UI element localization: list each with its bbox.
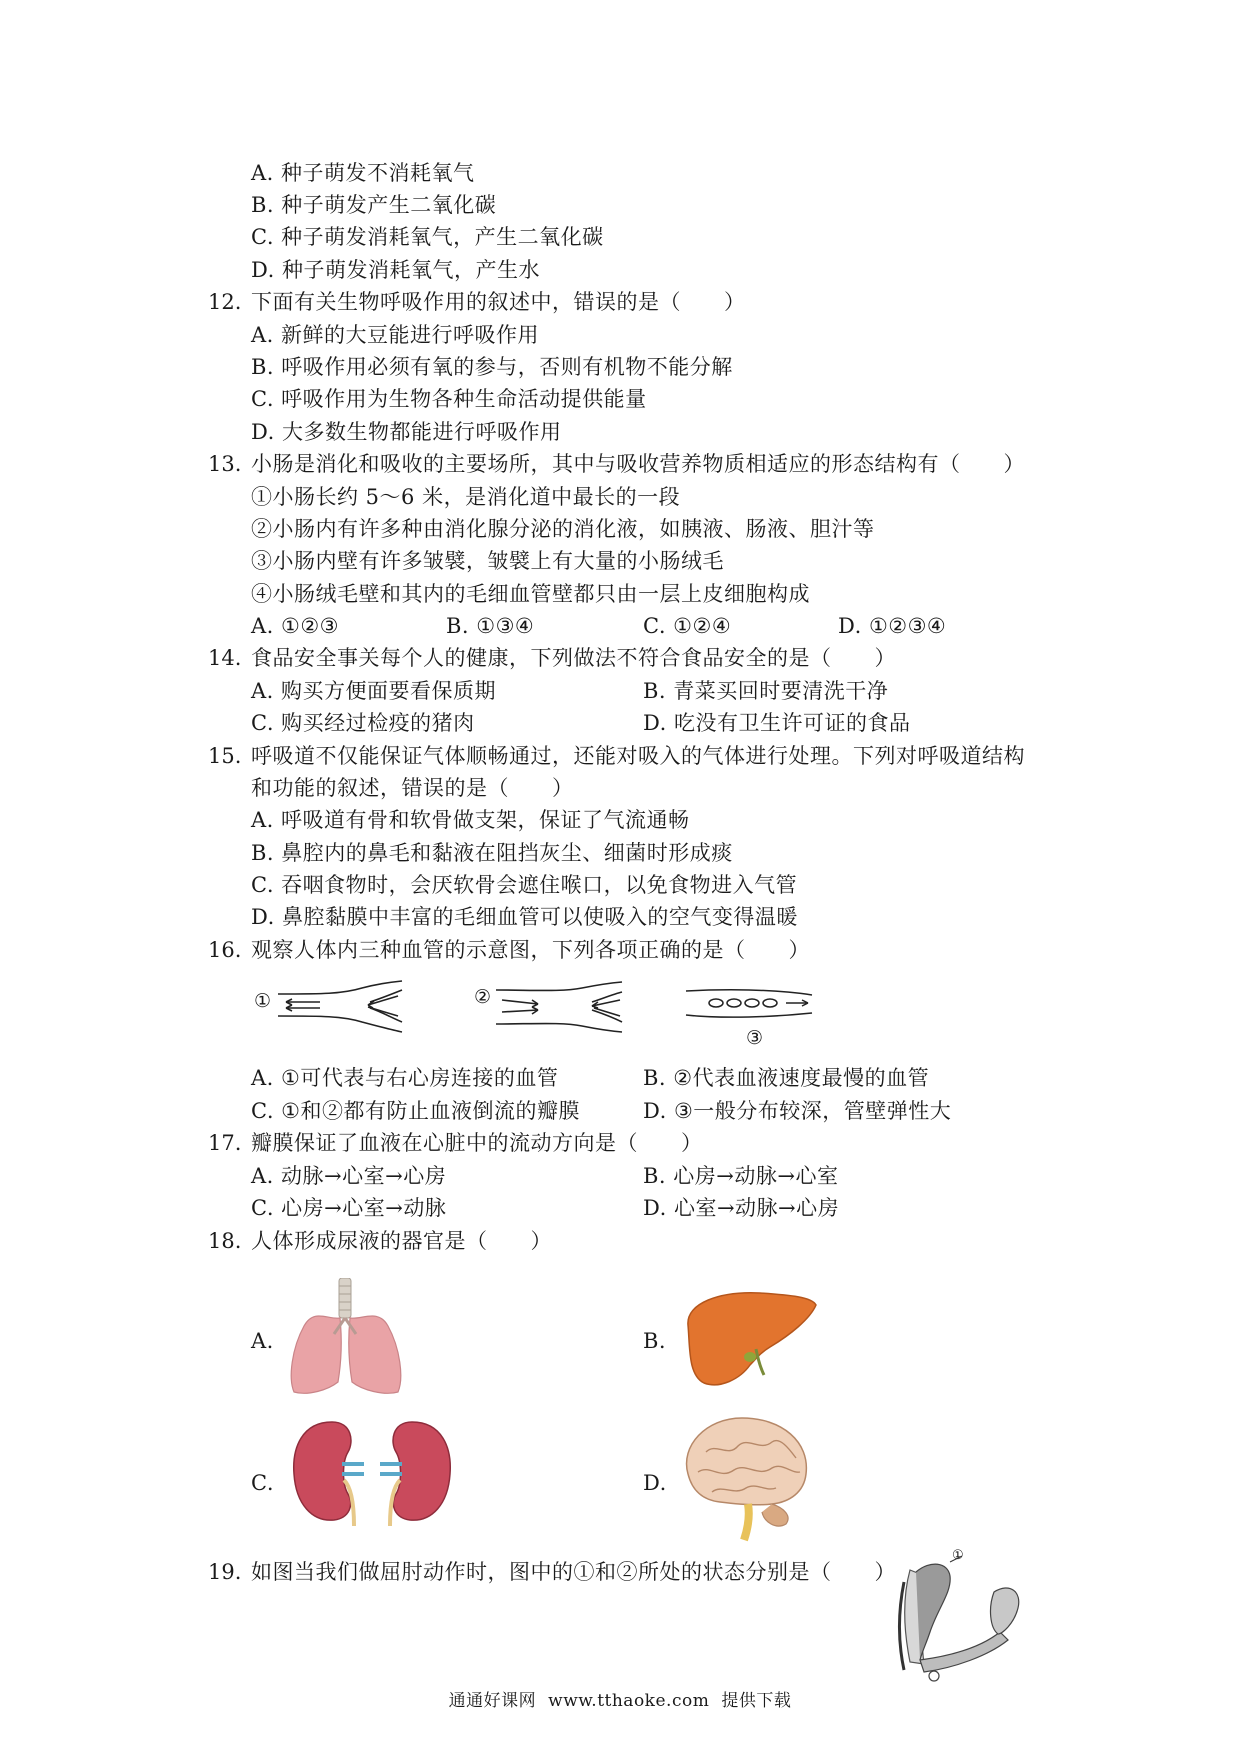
q17-number: 17. [208, 1131, 242, 1155]
q16-option-d: D. ③一般分布较深，管壁弹性大 [643, 1099, 952, 1123]
q13-statement-3: ③小肠内壁有许多皱襞，皱襞上有大量的小肠绒毛 [251, 549, 724, 573]
kidneys-image [292, 1418, 452, 1528]
q14-stem: 食品安全事关每个人的健康，下列做法不符合食品安全的是（ ） [251, 646, 896, 670]
q17-option-b: B. 心房→动脉→心室 [643, 1164, 839, 1188]
q16-number: 16. [208, 938, 242, 962]
q12-stem: 下面有关生物呼吸作用的叙述中，错误的是（ ） [251, 290, 746, 314]
q15-option-c: C. 吞咽食物时，会厌软骨会遮住喉口，以免食物进入气管 [251, 873, 798, 897]
vessel-2-label: ② [474, 986, 492, 1008]
q14-number: 14. [208, 646, 242, 670]
q13-statement-4: ④小肠绒毛壁和其内的毛细血管壁都只由一层上皮细胞构成 [251, 582, 810, 606]
arm-label-1: ① [952, 1548, 964, 1563]
q12-option-d: D. 大多数生物都能进行呼吸作用 [251, 420, 562, 444]
q19-number: 19. [208, 1560, 242, 1584]
q15-option-b: B. 鼻腔内的鼻毛和黏液在阻挡灰尘、细菌时形成痰 [251, 841, 733, 865]
q16-option-c: C. ①和②都有防止血液倒流的瓣膜 [251, 1099, 580, 1123]
vessel-3-label: ③ [746, 1027, 764, 1049]
q15-stem: 呼吸道不仅能保证气体顺畅通过，还能对吸入的气体进行处理。下列对呼吸道结构 [251, 744, 1025, 768]
q12-option-c: C. 呼吸作用为生物各种生命活动提供能量 [251, 387, 647, 411]
q18-stem: 人体形成尿液的器官是（ ） [251, 1229, 552, 1253]
q13-statement-1: ①小肠长约 5～6 米，是消化道中最长的一段 [251, 485, 681, 509]
page-footer [0, 1686, 1240, 1711]
q13-option-a: A. ①②③ [251, 614, 339, 638]
q17-option-a: A. 动脉→心室→心房 [251, 1164, 447, 1188]
q16-option-b: B. ②代表血液速度最慢的血管 [643, 1066, 930, 1090]
vessel-1-label: ① [254, 990, 272, 1012]
q14-option-c: C. 购买经过检疫的猪肉 [251, 711, 475, 735]
vessel-diagram-2 [472, 980, 632, 1036]
q19-stem: 如图当我们做屈肘动作时，图中的①和②所处的状态分别是（ ） [251, 1560, 896, 1584]
q15-number: 15. [208, 744, 242, 768]
footer-note: 提供下载 [721, 1691, 792, 1711]
q16-option-a: A. ①可代表与右心房连接的血管 [251, 1066, 559, 1090]
q13-statement-2: ②小肠内有许多种由消化腺分泌的消化液，如胰液、肠液、胆汁等 [251, 517, 875, 541]
q15-stem-continued: 和功能的叙述，错误的是（ ） [251, 776, 574, 800]
q11-option-a: A. 种子萌发不消耗氧气 [251, 161, 475, 185]
q11-option-c: C. 种子萌发消耗氧气，产生二氧化碳 [251, 225, 604, 249]
q13-option-c: C. ①②④ [643, 614, 732, 638]
footer-url[interactable]: www.tthaoke.com [548, 1691, 710, 1711]
q13-number: 13. [208, 452, 242, 476]
q14-option-d: D. 吃没有卫生许可证的食品 [643, 711, 911, 735]
q12-option-a: A. 新鲜的大豆能进行呼吸作用 [251, 323, 540, 347]
q17-option-c: C. 心房→心室→动脉 [251, 1196, 447, 1220]
lungs-image [288, 1278, 403, 1398]
arm-flexion-image [890, 1548, 1030, 1682]
q18-number: 18. [208, 1229, 242, 1253]
q15-option-d: D. 鼻腔黏膜中丰富的毛细血管可以使吸入的空气变得温暖 [251, 905, 798, 929]
liver-image [680, 1285, 820, 1390]
vessel-diagram-1 [252, 980, 412, 1036]
footer-site: 通通好课网 [448, 1691, 537, 1711]
q11-option-b: B. 种子萌发产生二氧化碳 [251, 193, 497, 217]
q14-option-a: A. 购买方便面要看保质期 [251, 679, 497, 703]
q17-stem: 瓣膜保证了血液在心脏中的流动方向是（ ） [251, 1131, 703, 1155]
q18-option-d: D. [643, 1471, 667, 1495]
q13-option-b: B. ①③④ [446, 614, 535, 638]
q18-option-a: A. [251, 1329, 274, 1353]
q16-stem: 观察人体内三种血管的示意图，下列各项正确的是（ ） [251, 938, 810, 962]
q12-option-b: B. 呼吸作用必须有氧的参与，否则有机物不能分解 [251, 355, 733, 379]
q12-number: 12. [208, 290, 242, 314]
q14-option-b: B. 青菜买回时要清洗干净 [643, 679, 889, 703]
q11-option-d: D. 种子萌发消耗氧气，产生水 [251, 258, 540, 282]
q17-option-d: D. 心室→动脉→心房 [643, 1196, 840, 1220]
q13-option-d: D. ①②③④ [838, 614, 947, 638]
q18-option-c: C. [251, 1471, 274, 1495]
vessel-diagram-3 [684, 985, 814, 1055]
q13-stem: 小肠是消化和吸收的主要场所，其中与吸收营养物质相适应的形态结构有（ ） [251, 452, 1025, 476]
q18-option-b: B. [643, 1329, 667, 1353]
brain-image [676, 1412, 816, 1542]
q15-option-a: A. 呼吸道有骨和软骨做支架，保证了气流通畅 [251, 808, 690, 832]
